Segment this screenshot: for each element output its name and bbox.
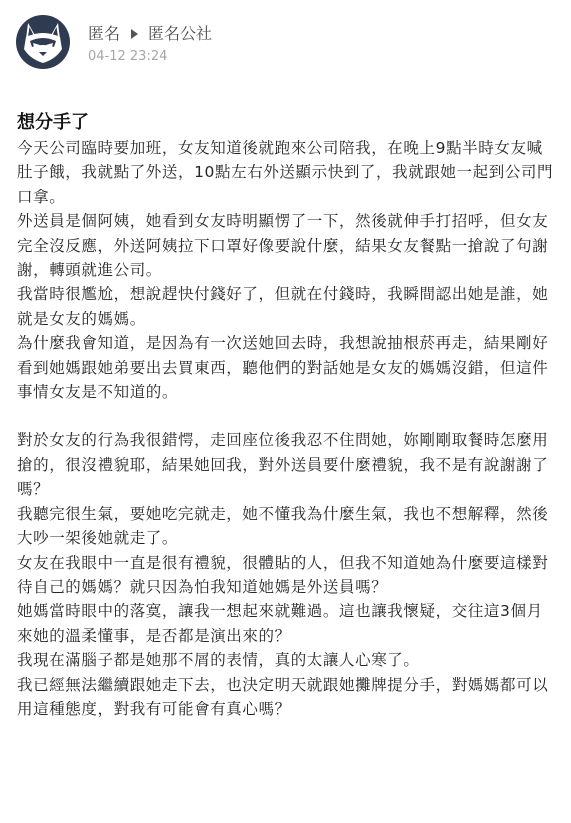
post-time: 04-12 23:24 [88,49,168,64]
paragraph: 對於女友的行為我很錯愕，走回座位後我忍不住問她，妳剛剛取餐時怎麼用搶的，很沒禮貌耶，結果她回我，對外送員要什麼禮貌，我不是有說謝謝了嗎？ [17,431,549,499]
paragraph: 今天公司臨時要加班，女友知道後就跑來公司陪我，在晚上9點半時女友喊肚子餓，我就點了外送，10點左右外送顯示快到了，我就跟她一起到公司門口拿。 [17,139,554,206]
wolf-avatar-icon[interactable] [16,15,70,69]
post-header [16,15,212,71]
paragraph: 我現在滿腦子都是她那不屑的表情，真的太讓人心寒了。 [17,651,420,670]
board-name[interactable]: 匿名公社 [148,24,213,43]
paragraph: 外送員是個阿姨，她看到女友時明顯愣了一下，然後就伸手打招呼，但女友完全沒反應，外送阿姨拉下口罩好像要說什麼，結果女友餐點一搶說了句謝謝，轉頭就進公司。 [17,212,549,280]
author-name[interactable]: 匿名 [88,24,121,43]
paragraph: 她媽當時眼中的落寞，讓我一想起來就難過。這也讓我懷疑，交往這3個月來她的溫柔懂事，是否都是演出來的？ [17,602,543,645]
post-body [17,136,557,721]
paragraph: 我聽完很生氣，要她吃完就走，她不懂我為什麼生氣，我也不想解釋，然後大吵一架後她就走了。 [17,504,549,548]
paragraph: 女友在我眼中一直是很有禮貌，很體貼的人，但我不知道她為什麼要這樣對待自己的媽媽？就只因為怕我知道她媽是外送員嗎？ [17,553,549,596]
paragraph: 我當時很尷尬，想說趕快付錢好了，但就在付錢時，我瞬間認出她是誰，她就是女友的媽媽。 [17,285,549,328]
paragraph: 為什麼我會知道，是因為有一次送她回去時，我想說抽根菸再走，結果剛好看到她媽跟她弟要出去買東西，聽他們的對話她是女友的媽媽沒錯，但這件事情女友是不知道的。 [17,334,549,402]
author-block [88,23,212,65]
paragraph: 我已經無法繼續跟她走下去，也決定明天就跟她攤牌提分手，對媽媽都可以用這種態度，對我有可能會有真心嗎？ [17,675,549,718]
author-line [88,23,212,45]
post-title: 想分手了 [17,112,89,133]
triangle-right-icon [131,29,138,39]
